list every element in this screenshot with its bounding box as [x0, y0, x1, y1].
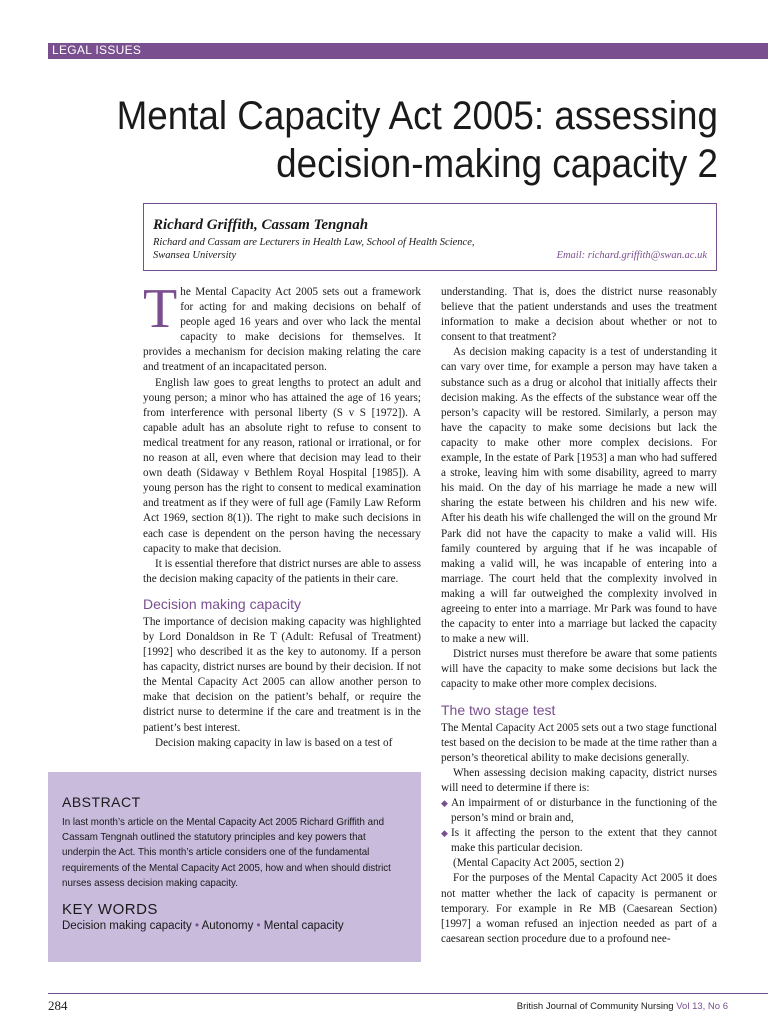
paragraph: It is essential therefore that district nurses are able to assess the decision making capacity of the patients in their care. [143, 557, 421, 585]
section-bar [48, 43, 768, 58]
paragraph: District nurses must therefore be aware that some patients will have the capacity to make some decisions but lack the capacity to make other more complex decisions. [441, 648, 717, 691]
affiliation-line-1: Richard and Cassam are Lecturers in Health Law, School of Health Science, [153, 237, 475, 248]
citation: (Mental Capacity Act 2005, section 2) [453, 857, 624, 870]
paragraph: understanding. That is, does the district nurse reasonably believe that the patient understands and uses the treatment information to make a decision about whether or not to consent to that treatment? [441, 286, 717, 344]
section-label: LEGAL ISSUES [52, 43, 142, 57]
abstract-heading: ABSTRACT [62, 794, 141, 810]
paragraph: The Mental Capacity Act 2005 sets out a two stage functional test based on the decision to be made at the time rather than a person’s theoretical ability to make decisions generally. [441, 721, 717, 764]
journal-footer [517, 1001, 728, 1012]
right-column [441, 285, 717, 947]
title-line-1: Mental Capacity Act 2005: assessing [116, 94, 718, 138]
keyword-separator: • [256, 920, 261, 932]
page-title [111, 92, 718, 188]
keyword: Autonomy [201, 920, 254, 932]
paragraph: English law goes to great lengths to protect an adult and young person; a minor who has attained the age of 16 years; from interference with personal liberty (S v S [1972]). A capable adult has an absolute right to refuse to consent to medical treatment for any reason, rational or irrational, or for no reason at all, even where that decision may lead to their own death (Sidaway v Bethlem Royal Hospital [1985]). A young person has the right to consent to medical examination and treatment as if they were of full age (Family Law Reform Act 1969, section 8(1)). The right to make such decisions in each case is dependent on the person having the necessary capacity to make that decision. [143, 376, 421, 555]
paragraph: Decision making capacity in law is based on a test of [155, 736, 393, 749]
author-names: Richard Griffith, Cassam Tengnah [153, 217, 369, 233]
header-rule [48, 58, 768, 59]
page-number: 284 [48, 998, 68, 1013]
paragraph: For the purposes of the Mental Capacity Act 2005 it does not matter whether the lack of capacity is permanent or temporary. For example in Re MB (Caesarean Section) [1997] a woman refused an injection needed as part of a caesarean section procedure due to a profound nee- [441, 872, 717, 945]
diamond-bullet-icon: ◆ [441, 798, 448, 808]
left-column [143, 278, 421, 751]
abstract-box [48, 772, 421, 962]
list-item-text: Is it affecting the person to the extent that they cannot make this particular decision. [451, 827, 717, 855]
keyword: Mental capacity [263, 920, 344, 932]
paragraph: The importance of decision making capacity was highlighted by Lord Donaldson in Re T (Adult: Refusal of Treatment) [1992] who described it as the key to autonomy. If a person has capacity, district nurses are bound by their decision. If not the Mental Capacity Act 2005 can allow another person to make that decision on the patient’s behalf, or require the district nurse to determine if the care and treatment is in the patient’s best interest. [143, 615, 421, 734]
authors-box [143, 203, 717, 271]
affiliation-line-2: Swansea University [153, 250, 237, 261]
journal-name: British Journal of Community Nursing [516, 1001, 674, 1012]
keyword: Decision making capacity [62, 920, 192, 932]
journal-volume: Vol 13, No 6 [676, 1001, 728, 1012]
keywords-heading: KEY WORDS [62, 901, 158, 918]
paragraph: When assessing decision making capacity, district nurses will need to determine if there is: [441, 766, 717, 794]
list-item-text: An impairment of or disturbance in the functioning of the person’s mind or brain and, [451, 797, 717, 825]
keyword-separator: • [194, 920, 199, 932]
bullet-list [441, 796, 717, 856]
paragraph: As decision making capacity is a test of understanding it can vary over time, for example a person may have taken a substance such as a drug or alcohol that initially affects their decision making. As the effects of the substance wear off the person’s capacity will be restored. Similarly, a person may have the capacity to make some decisions but lack the capacity to make other more complex decisions. For example, In the estate of Park [1953] a man who had suffered a stroke, leaving him with some disability, agreed to marry his maid. On the day of his marriage he made a new will sharing the estate between his children and his new wife. After his death his wife challenged the will on the ground Mr Park did not have the capacity to make a valid will. His family countered by arguing that if he was incapable of making a valid will, he was incapable of entering into a marriage. The court held that the complexity involved in making a will far outweighed the complexity involved in agreeing to enter into a marriage. Mr Park was found to have the capacity to enter into a marriage but lacked the capacity to make a new will. [441, 346, 717, 646]
paragraph: he Mental Capacity Act 2005 sets out a framework for acting for and making decisions on behalf of people aged 16 years and over who lack the mental capacity to make decisions for themselves. It provides a mechanism for decision making relating the care and treatment of an incapacitated person. [143, 286, 421, 374]
footer-rule [48, 993, 768, 994]
diamond-bullet-icon: ◆ [441, 828, 448, 839]
section-heading-two-stage-test: The two stage test [441, 701, 556, 718]
abstract-text: In last month’s article on the Mental Capacity Act 2005 Richard Griffith and Cassam Tengnah outlined the statutory principles and key powers that underpin the Act. This month’s article considers one of the fundamental requirements of the Mental Capacity Act 2005, how and when should district nurses assess decision making capacity. [62, 817, 391, 889]
list-item [441, 826, 717, 856]
keywords-list [62, 920, 344, 932]
section-heading-decision-making: Decision making capacity [143, 595, 301, 612]
author-email-link[interactable]: Email: richard.griffith@swan.ac.uk [556, 250, 707, 261]
list-item [441, 796, 717, 826]
drop-cap: T [143, 278, 178, 340]
title-line-2: decision-making capacity 2 [276, 142, 718, 186]
